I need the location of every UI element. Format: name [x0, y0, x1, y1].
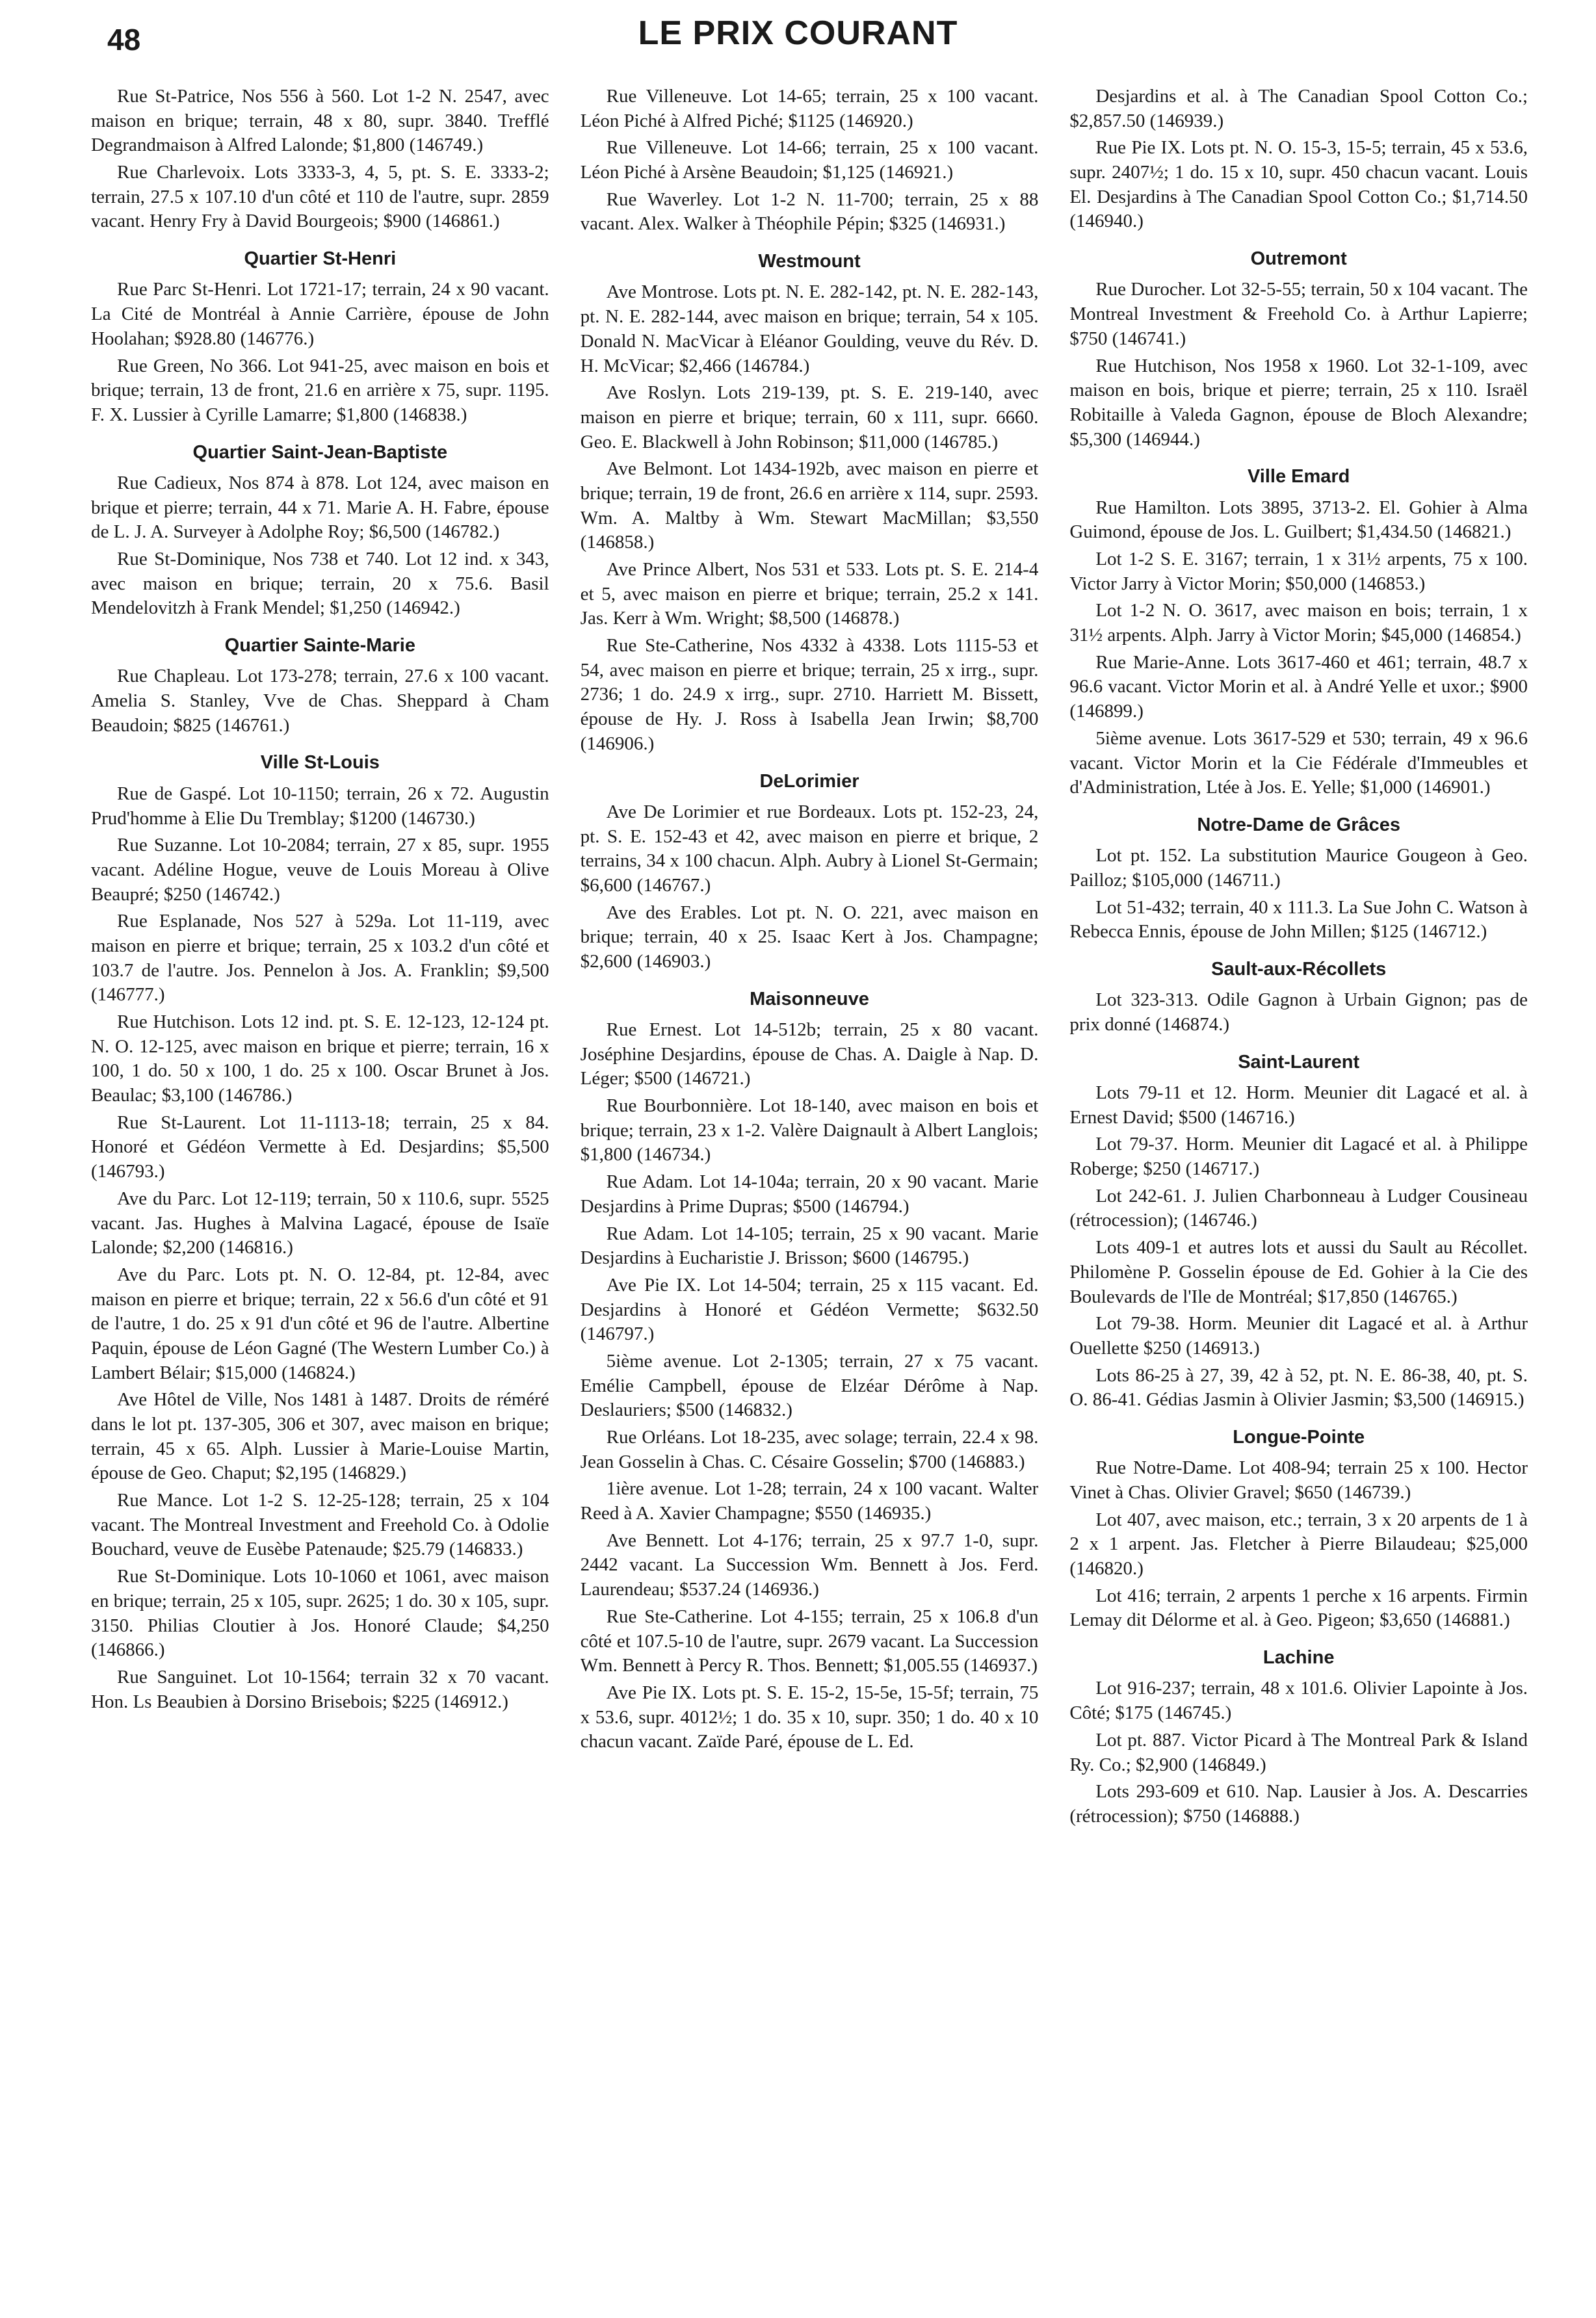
section-heading: Quartier Sainte-Marie: [224, 635, 415, 657]
transaction-entry: 1ière avenue. Lot 1-28; terrain, 24 x 100 vacant. Walter Reed à A. Xavier Champagne; $550 (146935.): [580, 1478, 1039, 1524]
section-heading: Ville St-Louis: [260, 752, 380, 774]
transaction-entry: Rue St-Patrice, Nos 556 à 560. Lot 1-2 N. 2547, avec maison en brique; terrain, 48 x 80, supr. 3840. Trefflé Degrandmaison à Alfred Lalonde; $1,800 (146749.): [91, 86, 549, 156]
transaction-entry: Rue Adam. Lot 14-104a; terrain, 20 x 90 vacant. Marie Desjardins à Prime Dupras; $500 (146794.): [580, 1171, 1039, 1217]
transaction-entry: 5ième avenue. Lot 2-1305; terrain, 27 x 75 vacant. Emélie Campbell, épouse de Elzéar Dérôme à Nap. Deslauriers; $500 (146832.): [580, 1350, 1039, 1421]
transaction-entry: Rue Mance. Lot 1-2 S. 12-25-128; terrain, 25 x 104 vacant. The Montreal Investment and Freehold Co. à Odolie Bouchard, veuve de Eusèbe Patenaude; $25.79 (146833.): [91, 1490, 549, 1560]
transaction-entry: Desjardins et al. à The Canadian Spool Cotton Co.; $2,857.50 (146939.): [1069, 86, 1528, 131]
transaction-entry: Lot 916-237; terrain, 48 x 101.6. Olivier Lapointe à Jos. Côté; $175 (146745.): [1069, 1678, 1528, 1724]
transaction-entry: Rue Pie IX. Lots pt. N. O. 15-3, 15-5; terrain, 45 x 53.6, supr. 2407½; 1 do. 15 x 10, supr. 450 chacun vacant. Louis El. Desjardins à The Canadian Spool Cotton Co.; $1,714.50 (146940.): [1069, 137, 1528, 232]
section-heading: Saint-Laurent: [1238, 1051, 1360, 1073]
transaction-entry: Rue Orléans. Lot 18-235, avec solage; terrain, 22.4 x 98. Jean Gosselin à Chas. C. Césaire Gosselin; $700 (146883.): [580, 1427, 1039, 1472]
transaction-entry: Rue Adam. Lot 14-105; terrain, 25 x 90 vacant. Marie Desjardins à Eucharistie J. Brisson; $600 (146795.): [580, 1223, 1039, 1269]
transaction-entry: Rue St-Dominique. Lots 10-1060 et 1061, avec maison en brique; terrain, 25 x 105, supr. 2625; 1 do. 30 x 105, supr. 3150. Philias Cloutier à Jos. Honoré Claude; $4,250 (146866.): [91, 1566, 549, 1661]
transaction-entry: Rue Ste-Catherine, Nos 4332 à 4338. Lots 1115-53 et 54, avec maison en pierre et brique; terrain, 25 x irrg., supr. 2736; 1 do. 24.9 x irrg., supr. 2710. Harriett M. Bissett, épouse de Hy. J. Ross à Isabella Jean Irwin; $8,700 (146906.): [580, 635, 1039, 754]
transaction-entry: Rue Marie-Anne. Lots 3617-460 et 461; terrain, 48.7 x 96.6 vacant. Victor Morin et al. à André Yelle et uxor.; $900 (146899.): [1069, 651, 1528, 722]
transaction-entry: Ave Bennett. Lot 4-176; terrain, 25 x 97.7 1-0, supr. 2442 vacant. La Succession Wm. Bennett à Jos. Ferd. Laurendeau; $537.24 (146936.): [580, 1530, 1039, 1600]
running-title: LE PRIX COURANT: [638, 14, 958, 52]
section-heading: Longue-Pointe: [1233, 1426, 1365, 1448]
transaction-entry: Rue Esplanade, Nos 527 à 529a. Lot 11-119, avec maison en pierre et brique; terrain, 25 x 103.2 d'un côté et 103.7 de l'autre. Jos. Pennelon à Jos. A. Franklin; $9,500 (146777.): [91, 911, 549, 1006]
section-heading: Outremont: [1250, 248, 1347, 270]
page-number: 48: [107, 23, 141, 57]
section-heading: Ville Emard: [1247, 466, 1350, 488]
transaction-entry: Ave Roslyn. Lots 219-139, pt. S. E. 219-140, avec maison en pierre et brique; terrain, 60 x 111, supr. 6660. Geo. E. Blackwell à John Robinson; $11,000 (146785.): [580, 382, 1039, 452]
section-heading: Quartier St-Henri: [244, 248, 397, 270]
transaction-entry: Lot 79-38. Horm. Meunier dit Lagacé et al. à Arthur Ouellette $250 (146913.): [1069, 1313, 1528, 1359]
transaction-entry: Lot 407, avec maison, etc.; terrain, 3 x 20 arpents de 1 à 2 x 1 arpent. Jas. Fletcher à Pierre Bilaudeau; $25,000 (146820.): [1069, 1509, 1528, 1580]
transaction-entry: Lots 79-11 et 12. Horm. Meunier dit Lagacé et al. à Ernest David; $500 (146716.): [1069, 1082, 1528, 1128]
transaction-entry: Lots 293-609 et 610. Nap. Lausier à Jos. A. Descarries (rétrocession); $750 (146888.): [1069, 1781, 1528, 1827]
transaction-entry: Lot 323-313. Odile Gagnon à Urbain Gignon; pas de prix donné (146874.): [1069, 989, 1528, 1035]
transaction-entry: Rue St-Dominique, Nos 738 et 740. Lot 12 ind. x 343, avec maison en brique; terrain, 20 x 75.6. Basil Mendelovitzh à Frank Mendel; $1,250 (146942.): [91, 549, 549, 619]
transaction-entry: Lot pt. 887. Victor Picard à The Montreal Park & Island Ry. Co.; $2,900 (146849.): [1069, 1729, 1528, 1775]
transaction-entry: Ave Belmont. Lot 1434-192b, avec maison en pierre et brique; terrain, 19 de front, 26.6 en arrière x 114, supr. 2593. Wm. A. Maltby à Wm. Stewart MacMillan; $3,550 (146858.): [580, 458, 1039, 553]
transaction-entry: Rue St-Laurent. Lot 11-1113-18; terrain, 25 x 84. Honoré et Gédéon Vermette à Ed. Desjardins; $5,500 (146793.): [91, 1112, 549, 1182]
text-columns: [91, 85, 1528, 2301]
transaction-entry: Rue Chapleau. Lot 173-278; terrain, 27.6 x 100 vacant. Amelia S. Stanley, Vve de Chas. Sheppard à Cham Beaudoin; $825 (146761.): [91, 666, 549, 736]
section-heading: Lachine: [1262, 1647, 1335, 1669]
transaction-entry: Ave De Lorimier et rue Bordeaux. Lots pt. 152-23, 24, pt. S. E. 152-43 et 42, avec maison en pierre et brique, 2 terrains, 34 x 100 chacun. Alph. Aubry à Lionel St-Germain; $6,600 (146767.): [580, 801, 1039, 896]
transaction-entry: Rue Hutchison, Nos 1958 x 1960. Lot 32-1-109, avec maison en bois, brique et pierre; terrain, 25 x 110. Israël Robitaille à Valeda Gagnon, épouse de Bloch Alexandre; $5,300 (146944.): [1069, 355, 1528, 450]
transaction-entry: Ave du Parc. Lots pt. N. O. 12-84, pt. 12-84, avec maison en pierre et brique; terrain, 22 x 56.6 d'un côté et 91 de l'autre, 1 do. 25 x 91 d'un côté et 96 de l'autre. Albertine Paquin, épouse de Léon Gagné (The Western Lumber Co.) à Lambert Bélair; $15,000 (146824.): [91, 1264, 549, 1383]
section-heading: Quartier Saint-Jean-Baptiste: [192, 441, 448, 463]
transaction-entry: Rue Charlevoix. Lots 3333-3, 4, 5, pt. S. E. 3333-2; terrain, 27.5 x 107.10 d'un côté et 110 de l'autre, supr. 2859 vacant. Henry Fry à David Bourgeois; $900 (146861.): [91, 162, 549, 232]
transaction-entry: Lot 416; terrain, 2 arpents 1 perche x 16 arpents. Firmin Lemay dit Délorme et al. à Geo. Pigeon; $3,650 (146881.): [1069, 1585, 1528, 1631]
transaction-entry: Rue Waverley. Lot 1-2 N. 11-700; terrain, 25 x 88 vacant. Alex. Walker à Théophile Pépin; $325 (146931.): [580, 189, 1039, 235]
transaction-entry: Rue Hutchison. Lots 12 ind. pt. S. E. 12-123, 12-124 pt. N. O. 12-125, avec maison en brique et pierre; terrain, 16 x 100, 1 do. 50 x 100, 1 do. 25 x 100. Oscar Brunet à Jos. Beaulac; $3,100 (146786.): [91, 1011, 549, 1106]
transaction-entry: Ave Prince Albert, Nos 531 et 533. Lots pt. S. E. 214-4 et 5, avec maison en pierre et brique; terrain, 25.2 x 141. Jas. Kerr à Wm. Wright; $8,500 (146878.): [580, 559, 1039, 629]
transaction-entry: 5ième avenue. Lots 3617-529 et 530; terrain, 49 x 96.6 vacant. Victor Morin et la Cie Fédérale d'Immeubles et d'Administration, Ltée à Jos. E. Yelle; $1,000 (146901.): [1069, 727, 1528, 798]
transaction-entry: Ave Pie IX. Lots pt. S. E. 15-2, 15-5e, 15-5f; terrain, 75 x 53.6, supr. 4012½; 1 do. 35 x 10, supr. 350; 1 do. 40 x 10 chacun vacant. Zaïde Paré, épouse de L. Ed.: [580, 1682, 1039, 1752]
transaction-entry: Ave du Parc. Lot 12-119; terrain, 50 x 110.6, supr. 5525 vacant. Jas. Hughes à Malvina Lagacé, épouse de Isaïe Lalonde; $2,200 (146816.): [91, 1188, 549, 1258]
section-heading: Sault-aux-Récollets: [1211, 958, 1387, 980]
transaction-entry: Rue de Gaspé. Lot 10-1150; terrain, 26 x 72. Augustin Prud'homme à Elie Du Tremblay; $1200 (146730.): [91, 783, 549, 829]
transaction-entry: Lot 242-61. J. Julien Charbonneau à Ludger Cousineau (rétrocession); (146746.): [1069, 1185, 1528, 1231]
transaction-entry: Lot 1-2 S. E. 3167; terrain, 1 x 31½ arpents, 75 x 100. Victor Jarry à Victor Morin; $50,000 (146853.): [1069, 549, 1528, 594]
transaction-entry: Rue Hamilton. Lots 3895, 3713-2. El. Gohier à Alma Guimond, épouse de Jos. L. Guilbert; $1,434.50 (146821.): [1069, 497, 1528, 543]
transaction-entry: Rue Suzanne. Lot 10-2084; terrain, 27 x 85, supr. 1955 vacant. Adéline Hogue, veuve de Louis Moreau à Olive Beaupré; $250 (146742.): [91, 835, 549, 905]
transaction-entry: Rue Ernest. Lot 14-512b; terrain, 25 x 80 vacant. Joséphine Desjardins, épouse de Chas. A. Daigle à Nap. D. Léger; $500 (146721.): [580, 1019, 1039, 1089]
transaction-entry: Lot 79-37. Horm. Meunier dit Lagacé et al. à Philippe Roberge; $250 (146717.): [1069, 1134, 1528, 1180]
transaction-entry: Rue Sanguinet. Lot 10-1564; terrain 32 x 70 vacant. Hon. Ls Beaubien à Dorsino Brisebois; $225 (146912.): [91, 1666, 549, 1712]
transaction-entry: Rue Durocher. Lot 32-5-55; terrain, 50 x 104 vacant. The Montreal Investment & Freehold Co. à Arthur Lapierre; $750 (146741.): [1069, 279, 1528, 349]
transaction-entry: Ave Hôtel de Ville, Nos 1481 à 1487. Droits de réméré dans le lot pt. 137-305, 306 et 307, avec maison en brique; terrain, 45 x 65. Alph. Lussier à Marie-Louise Martin, épouse de Geo. Chaput; $2,195 (146829.): [91, 1389, 549, 1484]
transaction-entry: Rue Green, No 366. Lot 941-25, avec maison en bois et brique; terrain, 13 de front, 21.6 en arrière x 75, supr. 1195. F. X. Lussier à Cyrille Lamarre; $1,800 (146838.): [91, 355, 549, 425]
transaction-entry: Lot 51-432; terrain, 40 x 111.3. La Sue John C. Watson à Rebecca Ennis, épouse de John Millen; $125 (146712.): [1069, 896, 1528, 943]
transaction-entry: Rue Villeneuve. Lot 14-66; terrain, 25 x 100 vacant. Léon Piché à Arsène Beaudoin; $1,125 (146921.): [580, 137, 1039, 183]
transaction-entry: Rue Bourbonnière. Lot 18-140, avec maison en bois et brique; terrain, 23 x 1-2. Valère Daignault à Albert Langlois; $1,800 (146734.): [580, 1095, 1039, 1166]
transaction-entry: Rue Villeneuve. Lot 14-65; terrain, 25 x 100 vacant. Léon Piché à Alfred Piché; $1125 (146920.): [580, 86, 1039, 131]
transaction-entry: Lots 409-1 et autres lots et aussi du Sault au Récollet. Philomène P. Gosselin épouse de Ed. Gohier à la Cie des Boulevards de l'Ile de Montréal; $17,850 (146765.): [1069, 1237, 1528, 1307]
transaction-entry: Rue Ste-Catherine. Lot 4-155; terrain, 25 x 106.8 d'un côté et 107.5-10 de l'autre, supr. 2679 vacant. La Succession Wm. Bennett à Percy R. Thos. Bennett; $1,005.55 (146937.): [580, 1606, 1039, 1676]
transaction-entry: Lot 1-2 N. O. 3617, avec maison en bois; terrain, 1 x 31½ arpents. Alph. Jarry à Victor Morin; $45,000 (146854.): [1069, 600, 1528, 646]
section-heading: DeLorimier: [759, 770, 859, 792]
transaction-entry: Ave Pie IX. Lot 14-504; terrain, 25 x 115 vacant. Ed. Desjardins à Honoré et Gédéon Vermette; $632.50 (146797.): [580, 1274, 1039, 1345]
column-2: [581, 85, 1039, 2301]
column-1: [91, 85, 549, 2301]
page-header: [0, 0, 1596, 62]
transaction-entry: Rue Parc St-Henri. Lot 1721-17; terrain, 24 x 90 vacant. La Cité de Montréal à Annie Carrière, épouse de John Hoolahan; $928.80 (146776.): [91, 279, 549, 349]
transaction-entry: Ave des Erables. Lot pt. N. O. 221, avec maison en brique; terrain, 40 x 25. Isaac Kert à Jos. Champagne; $2,600 (146903.): [580, 902, 1039, 972]
transaction-entry: Lots 86-25 à 27, 39, 42 à 52, pt. N. E. 86-38, 40, pt. S. O. 86-41. Gédias Jasmin à Olivier Jasmin; $3,500 (146915.): [1069, 1364, 1528, 1411]
transaction-entry: Lot pt. 152. La substitution Maurice Gougeon à Geo. Pailloz; $105,000 (146711.): [1069, 845, 1528, 891]
section-heading: Westmount: [758, 251, 861, 272]
section-heading: Notre-Dame de Grâces: [1197, 814, 1401, 835]
section-heading: Maisonneuve: [750, 988, 869, 1009]
transaction-entry: Ave Montrose. Lots pt. N. E. 282-142, pt. N. E. 282-143, pt. N. E. 282-144, avec maison en brique; terrain, 54 x 105. Donald N. MacVicar à Eléanor Goulding, veuve du Rév. D. H. McVicar; $2,466 (146784.): [580, 281, 1039, 376]
transaction-entry: Rue Notre-Dame. Lot 408-94; terrain 25 x 100. Hector Vinet à Chas. Olivier Gravel; $650 (146739.): [1069, 1457, 1528, 1503]
transaction-entry: Rue Cadieux, Nos 874 à 878. Lot 124, avec maison en brique et pierre; terrain, 44 x 71. Marie A. H. Fabre, épouse de L. J. A. Surveyer à Adolphe Roy; $6,500 (146782.): [91, 472, 549, 543]
column-3: [1069, 85, 1528, 2301]
